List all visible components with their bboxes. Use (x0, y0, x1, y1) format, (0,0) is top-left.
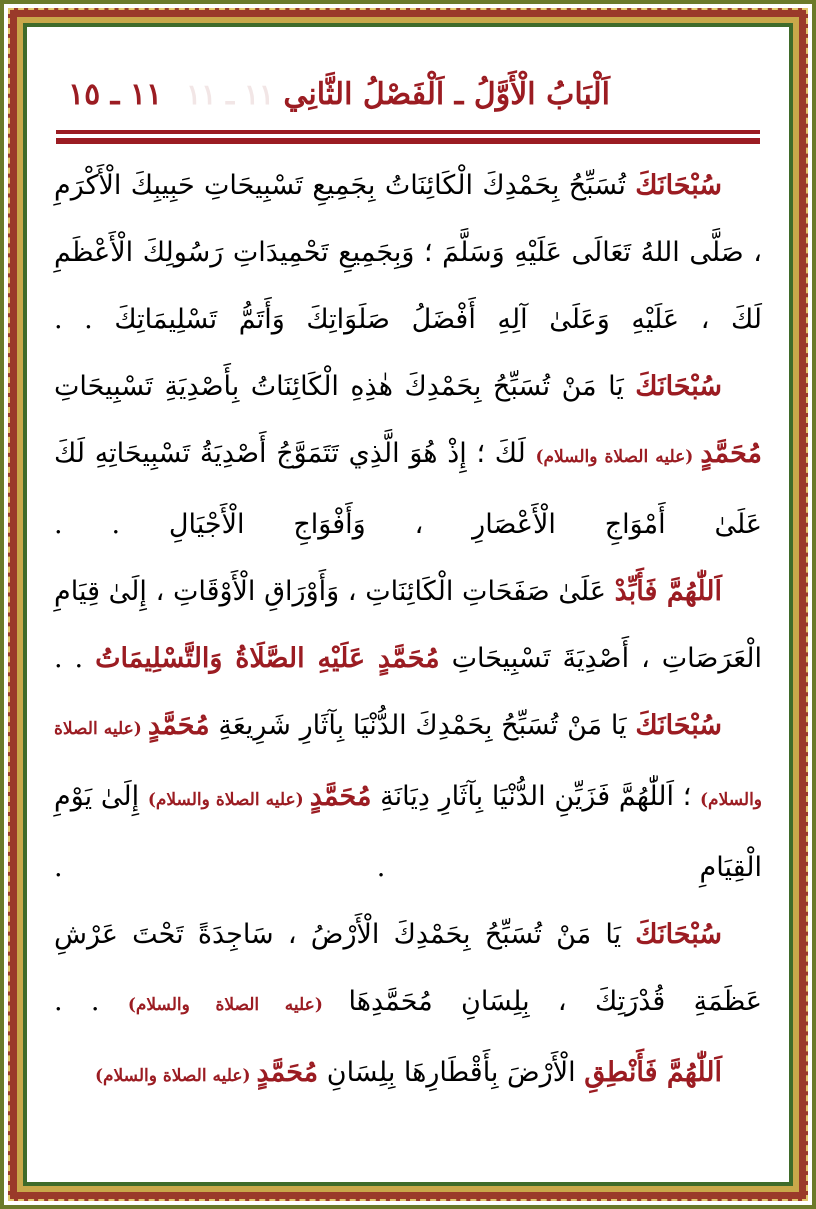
text-segment: ؛ اَللّٰهُمَّ فَزَيِّنِ الدُّنْيَا بِآثَارِ دِيَانَةِ (371, 781, 701, 812)
paragraph (54, 558, 762, 692)
highlighted-text: مُحَمَّدٍ (147, 710, 210, 741)
text-segment: يَا مَنْ تُسَبِّحُ بِحَمْدِكَ الدُّنْيَا بِآثَارِ شَرِيعَةِ (209, 710, 636, 741)
paragraph (54, 353, 762, 558)
text-segment: إِلَىٰ يَوْمِ الْقِيَامِ . . (54, 781, 762, 883)
text-segment: لَكَ ؛ إِذْ هُوَ الَّذِي تَتَمَوَّجُ أَصْدِيَةُ تَسْبِيحَاتِهِ لَكَ عَلَىٰ أَمْوَاجِ الْأَعْصَارِ ، وَأَفْوَاجِ الْأَجْيَالِ . . (54, 438, 762, 540)
highlighted-text: اَللّٰهُمَّ فَأَبِّدْ (614, 576, 722, 607)
paragraph (54, 901, 762, 1039)
text-segment: الْأَرْضَ بِأَقْطَارِهَا بِلِسَانِ (318, 1057, 585, 1088)
highlighted-text: مُحَمَّدٍ (309, 781, 372, 812)
highlighted-text: مُحَمَّدٍ (700, 438, 762, 469)
section-numbers: ١١ ـ ١٥ (68, 76, 163, 112)
honorific: (عليه الصلاة والسلام) (94, 1066, 257, 1086)
honorific: (عليه الصلاة والسلام) (147, 790, 310, 810)
chapter-title: اَلْبَابُ الْأَوَّلُ ـ اَلْفَصْلُ الثَّانِي (283, 76, 610, 112)
paragraph (54, 152, 762, 353)
header-numbers (56, 77, 274, 112)
page-header (56, 64, 760, 124)
honorific: (عليه الصلاة والسلام) (54, 719, 763, 810)
highlighted-text: سُبْحَانَكَ (635, 371, 722, 402)
page-content (26, 26, 790, 1183)
paragraph (54, 692, 762, 901)
paragraph (54, 1039, 762, 1110)
highlighted-text: مُحَمَّدٍ (256, 1057, 319, 1088)
header-rule-thick (56, 138, 760, 144)
highlighted-text: سُبْحَانَكَ (635, 170, 722, 201)
highlighted-text: اَللّٰهُمَّ فَأَنْطِقِ (584, 1057, 722, 1088)
highlighted-text: سُبْحَانَكَ (635, 919, 722, 950)
text-segment: يَا مَنْ تُسَبِّحُ بِحَمْدِكَ الْأَرْضُ ، سَاجِدَةً تَحْتَ عَرْشِ عَظَمَةِ قُدْرَتِكَ ، بِلِسَانِ مُحَمَّدِهَا (54, 919, 762, 1017)
text-segment: . . (54, 643, 96, 674)
header-rule-thin (56, 130, 760, 134)
text-segment: يَا مَنْ تُسَبِّحُ بِحَمْدِكَ هٰذِهِ الْكَائِنَاتُ بِأَصْدِيَةِ تَسْبِيحَاتِ (54, 371, 636, 402)
text-segment: تُسَبِّحُ بِحَمْدِكَ الْكَائِنَاتُ بِجَمِيعِ تَسْبِيحَاتِ حَبِيبِكَ الْأَكْرَمِ ، صَلَّى اللهُ تَعَالَى عَلَيْهِ وَسَلَّمَ ؛ وَبِجَمِيعِ تَحْمِيدَاتِ رَسُولِكَ الْأَعْظَمِ لَكَ ، عَلَيْهِ وَعَلَىٰ آلِهِ أَفْضَلُ صَلَوَاتِكَ وَأَتَمُّ تَسْلِيمَاتِكَ . . (54, 170, 762, 335)
highlighted-text: مُحَمَّدٍ عَلَيْهِ الصَّلَاةُ وَالتَّسْلِيمَاتُ (95, 643, 440, 674)
honorific: (عليه الصلاة والسلام) (127, 995, 349, 1015)
faded-section-numbers: ١١ ـ ١١ (186, 77, 275, 111)
body-text (54, 152, 762, 1110)
highlighted-text: سُبْحَانَكَ (635, 710, 723, 741)
text-segment: عَلَىٰ صَفَحَاتِ الْكَائِنَاتِ ، وَأَوْرَاقِ الْأَوْقَاتِ ، إِلَىٰ قِيَامِ الْعَرَصَاتِ ، أَصْدِيَةَ تَسْبِيحَاتِ (54, 576, 762, 674)
text-segment: . . (54, 986, 128, 1017)
honorific: (عليه الصلاة والسلام) (535, 447, 701, 467)
